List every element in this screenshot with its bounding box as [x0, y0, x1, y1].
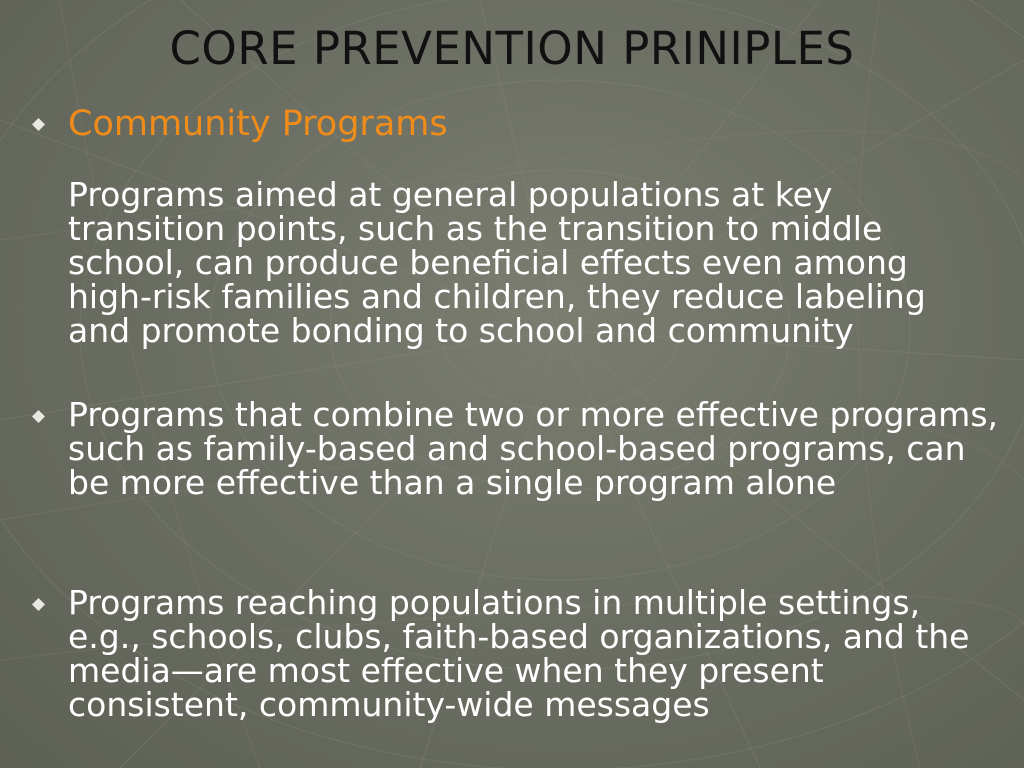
bullet-text: Programs aimed at general populations at key transition points, such as the transition to middle school, can produce beneficial effects even among high-risk families and children, they reduce labeling and promote bonding to school and community — [68, 175, 926, 350]
slide-title: CORE PREVENTION PRINIPLES — [169, 22, 855, 75]
diamond-bullet-icon — [32, 118, 45, 131]
diamond-bullet-icon — [32, 410, 45, 423]
diamond-bullet-icon — [32, 598, 45, 611]
bullet-text: Programs reaching populations in multiple settings, e.g., schools, clubs, faith-based organizations, and the media—are most effective when they present consistent, community-wide messages — [68, 583, 970, 724]
bullet-text: Programs that combine two or more effective programs, such as family-based and school-based programs, can be more effective than a single program alone — [68, 395, 999, 502]
bullet-heading: Community Programs — [68, 104, 448, 144]
